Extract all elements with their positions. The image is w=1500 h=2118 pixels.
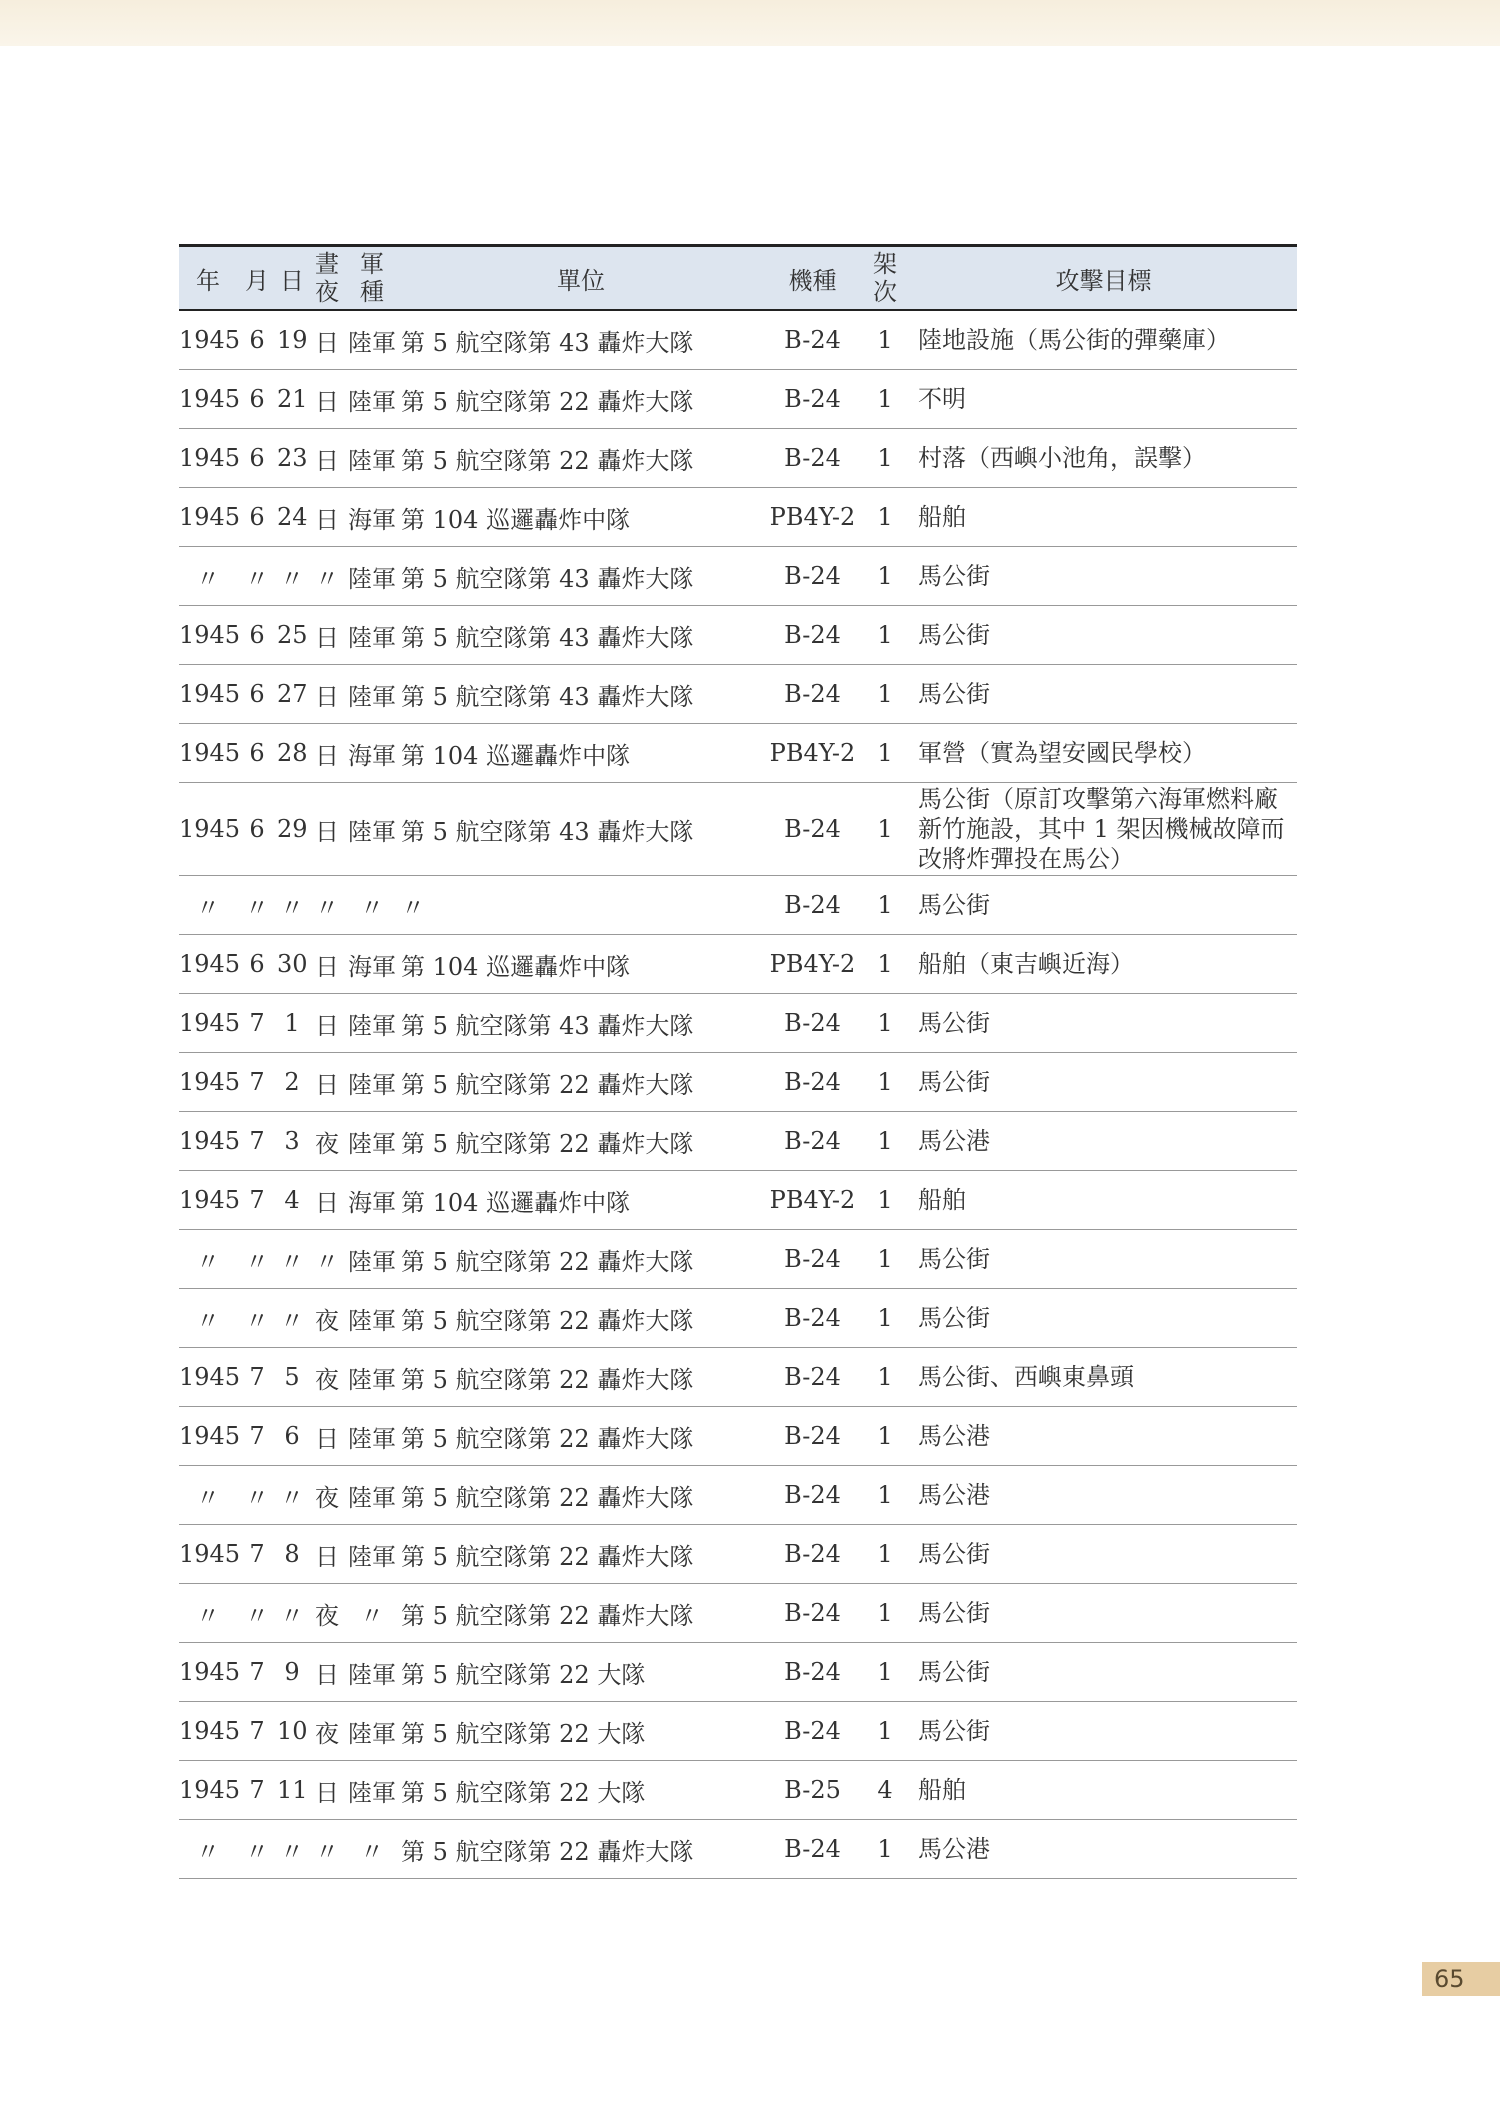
cell-model: PB4Y-2 [765,488,860,547]
cell-unit: 第 5 航空隊第 22 轟炸大隊 [397,1820,765,1879]
cell-target: 馬公港 [910,1820,1297,1879]
cell-arm: 陸軍 [347,783,397,876]
cell-day-night: 日 [307,370,347,429]
header-target: 攻擊目標 [910,246,1297,311]
cell-model: PB4Y-2 [765,935,860,994]
cell-unit: 第 5 航空隊第 43 轟炸大隊 [397,783,765,876]
cell-year: 1945 [179,935,237,994]
cell-day-night: 日 [307,429,347,488]
table-row [179,1112,1297,1171]
cell-day: 11 [277,1761,307,1820]
cell-count: 4 [860,1761,910,1820]
cell-year: 1945 [179,1112,237,1171]
cell-day: 〃 [277,876,307,935]
cell-model: B-24 [765,547,860,606]
header-month: 月 [237,246,277,311]
cell-count: 1 [860,1407,910,1466]
cell-target: 船舶 [910,1761,1297,1820]
cell-count: 1 [860,876,910,935]
cell-count: 1 [860,1525,910,1584]
cell-day-night: 日 [307,724,347,783]
cell-day-night: 日 [307,1407,347,1466]
table-row [179,1230,1297,1289]
cell-arm: 陸軍 [347,1702,397,1761]
cell-year: 1945 [179,1643,237,1702]
cell-unit: 第 104 巡邏轟炸中隊 [397,1171,765,1230]
table-body [179,310,1297,1879]
cell-month: 6 [237,310,277,370]
cell-target: 馬公港 [910,1112,1297,1171]
cell-day-night: 日 [307,1525,347,1584]
cell-day: 〃 [277,547,307,606]
table-row [179,783,1297,876]
cell-model: B-24 [765,1230,860,1289]
cell-month: 6 [237,783,277,876]
cell-year: 〃 [179,1289,237,1348]
cell-target: 馬公街 [910,876,1297,935]
cell-model: B-24 [765,1112,860,1171]
cell-target: 船舶 [910,488,1297,547]
cell-arm: 陸軍 [347,1761,397,1820]
cell-target: 馬公街 [910,1643,1297,1702]
cell-day-night: 夜 [307,1466,347,1525]
table-row [179,1761,1297,1820]
table-row [179,876,1297,935]
cell-month: 〃 [237,547,277,606]
cell-model: B-24 [765,370,860,429]
cell-month: 7 [237,1407,277,1466]
cell-month: 7 [237,1112,277,1171]
cell-day: 27 [277,665,307,724]
cell-year: 〃 [179,1230,237,1289]
cell-count: 1 [860,1643,910,1702]
cell-year: 1945 [179,1525,237,1584]
cell-model: B-24 [765,1584,860,1643]
cell-day: 〃 [277,1289,307,1348]
cell-unit: 第 104 巡邏轟炸中隊 [397,488,765,547]
cell-day: 21 [277,370,307,429]
cell-count: 1 [860,488,910,547]
cell-target: 馬公街 [910,547,1297,606]
cell-day: 4 [277,1171,307,1230]
cell-year: 〃 [179,1820,237,1879]
cell-day: 8 [277,1525,307,1584]
cell-count: 1 [860,1702,910,1761]
cell-unit: 第 5 航空隊第 22 大隊 [397,1643,765,1702]
table-row [179,429,1297,488]
table-row [179,488,1297,547]
cell-arm: 陸軍 [347,310,397,370]
cell-month: 〃 [237,1584,277,1643]
cell-model: B-24 [765,994,860,1053]
table-row [179,370,1297,429]
cell-day-night: 夜 [307,1584,347,1643]
cell-month: 7 [237,994,277,1053]
cell-target: 馬公街 [910,1584,1297,1643]
cell-count: 1 [860,1171,910,1230]
cell-unit: 第 5 航空隊第 43 轟炸大隊 [397,606,765,665]
table-row [179,1466,1297,1525]
cell-day-night: 〃 [307,547,347,606]
cell-day: 28 [277,724,307,783]
cell-month: 7 [237,1053,277,1112]
cell-target: 船舶（東吉嶼近海） [910,935,1297,994]
cell-model: B-24 [765,606,860,665]
cell-day: 〃 [277,1584,307,1643]
cell-day: 10 [277,1702,307,1761]
cell-count: 1 [860,783,910,876]
cell-model: B-24 [765,665,860,724]
cell-arm: 陸軍 [347,1289,397,1348]
page-number: 65 [1422,1962,1500,1996]
table-row [179,1171,1297,1230]
cell-day: 2 [277,1053,307,1112]
cell-arm: 陸軍 [347,1053,397,1112]
cell-year: 1945 [179,724,237,783]
cell-count: 1 [860,1348,910,1407]
cell-target: 軍營（實為望安國民學校） [910,724,1297,783]
cell-day-night: 〃 [307,1230,347,1289]
cell-year: 〃 [179,547,237,606]
cell-day-night: 夜 [307,1348,347,1407]
header-arm-bottom: 種 [360,278,384,306]
cell-month: 6 [237,429,277,488]
cell-model: B-24 [765,1702,860,1761]
cell-month: 〃 [237,1230,277,1289]
header-day-night-bottom: 夜 [315,278,339,306]
cell-day: 〃 [277,1820,307,1879]
cell-unit: 第 5 航空隊第 43 轟炸大隊 [397,310,765,370]
header-year: 年 [179,246,237,311]
cell-model: B-24 [765,310,860,370]
cell-day: 24 [277,488,307,547]
table-row [179,1289,1297,1348]
header-count-top: 架 [873,250,897,278]
cell-year: 1945 [179,370,237,429]
cell-arm: 陸軍 [347,1112,397,1171]
cell-arm: 陸軍 [347,1407,397,1466]
header-arm-top: 軍 [360,250,384,278]
cell-day-night: 日 [307,1643,347,1702]
cell-day: 〃 [277,1230,307,1289]
cell-target: 馬公街 [910,1289,1297,1348]
cell-day-night: 日 [307,665,347,724]
cell-year: 〃 [179,1584,237,1643]
cell-count: 1 [860,1112,910,1171]
cell-target: 馬公街 [910,994,1297,1053]
air-raid-table-container [179,244,1297,1879]
cell-day-night: 日 [307,606,347,665]
cell-month: 7 [237,1525,277,1584]
cell-count: 1 [860,1466,910,1525]
cell-day-night: 夜 [307,1112,347,1171]
cell-arm: 陸軍 [347,994,397,1053]
cell-year: 1945 [179,1761,237,1820]
cell-arm: 海軍 [347,935,397,994]
cell-month: 7 [237,1643,277,1702]
header-unit: 單位 [397,246,765,311]
header-day-night [307,246,347,311]
cell-day: 29 [277,783,307,876]
cell-unit: 第 5 航空隊第 22 轟炸大隊 [397,429,765,488]
cell-month: 6 [237,488,277,547]
cell-unit: 第 5 航空隊第 22 轟炸大隊 [397,370,765,429]
cell-unit: 第 5 航空隊第 22 轟炸大隊 [397,1407,765,1466]
cell-day-night: 〃 [307,876,347,935]
cell-unit: 第 5 航空隊第 22 轟炸大隊 [397,1466,765,1525]
cell-year: 1945 [179,1407,237,1466]
cell-day: 19 [277,310,307,370]
table-row [179,1584,1297,1643]
cell-model: B-24 [765,1053,860,1112]
cell-model: B-24 [765,1407,860,1466]
cell-count: 1 [860,1289,910,1348]
cell-unit: 第 5 航空隊第 22 轟炸大隊 [397,1112,765,1171]
cell-target: 馬公街 [910,1053,1297,1112]
top-decorative-band [0,0,1500,46]
cell-unit: 第 5 航空隊第 22 大隊 [397,1702,765,1761]
cell-target: 陸地設施（馬公街的彈藥庫） [910,310,1297,370]
cell-month: 6 [237,665,277,724]
cell-month: 7 [237,1702,277,1761]
cell-day: 23 [277,429,307,488]
cell-month: 7 [237,1348,277,1407]
cell-model: B-25 [765,1761,860,1820]
cell-day-night: 日 [307,488,347,547]
header-arm [347,246,397,311]
cell-target: 不明 [910,370,1297,429]
cell-model: B-24 [765,876,860,935]
cell-day: 5 [277,1348,307,1407]
cell-day-night: 日 [307,783,347,876]
cell-model: PB4Y-2 [765,724,860,783]
table-row [179,606,1297,665]
cell-month: 〃 [237,876,277,935]
cell-arm: 〃 [347,1584,397,1643]
cell-day: 6 [277,1407,307,1466]
cell-model: B-24 [765,1289,860,1348]
cell-day-night: 日 [307,1761,347,1820]
cell-arm: 海軍 [347,1171,397,1230]
cell-day: 〃 [277,1466,307,1525]
cell-unit: 第 104 巡邏轟炸中隊 [397,724,765,783]
cell-target: 馬公街 [910,1702,1297,1761]
table-row [179,1525,1297,1584]
cell-arm: 〃 [347,1820,397,1879]
cell-model: PB4Y-2 [765,1171,860,1230]
table-header-row [179,246,1297,311]
cell-day: 1 [277,994,307,1053]
cell-year: 1945 [179,310,237,370]
cell-count: 1 [860,994,910,1053]
cell-month: 〃 [237,1289,277,1348]
cell-unit: 第 5 航空隊第 22 轟炸大隊 [397,1230,765,1289]
cell-year: 1945 [179,1053,237,1112]
cell-arm: 陸軍 [347,606,397,665]
cell-target: 馬公街 [910,665,1297,724]
table-row [179,1053,1297,1112]
cell-year: 1945 [179,488,237,547]
cell-arm: 陸軍 [347,429,397,488]
cell-count: 1 [860,310,910,370]
cell-count: 1 [860,1053,910,1112]
table-row [179,935,1297,994]
cell-day-night: 日 [307,310,347,370]
cell-year: 〃 [179,876,237,935]
cell-unit: 第 5 航空隊第 43 轟炸大隊 [397,665,765,724]
cell-year: 1945 [179,994,237,1053]
header-day-night-top: 晝 [315,250,339,278]
cell-month: 7 [237,1761,277,1820]
cell-unit: 第 5 航空隊第 43 轟炸大隊 [397,994,765,1053]
cell-unit: 第 5 航空隊第 22 轟炸大隊 [397,1525,765,1584]
cell-model: B-24 [765,1643,860,1702]
cell-month: 〃 [237,1466,277,1525]
cell-count: 1 [860,1230,910,1289]
cell-target: 村落（西嶼小池角，誤擊） [910,429,1297,488]
cell-target: 船舶 [910,1171,1297,1230]
cell-arm: 陸軍 [347,1348,397,1407]
cell-unit: 第 104 巡邏轟炸中隊 [397,935,765,994]
header-count [860,246,910,311]
cell-model: B-24 [765,1466,860,1525]
cell-model: B-24 [765,1820,860,1879]
cell-arm: 海軍 [347,488,397,547]
cell-arm: 陸軍 [347,370,397,429]
cell-model: B-24 [765,1348,860,1407]
air-raid-table [179,244,1297,1879]
cell-day-night: 日 [307,935,347,994]
cell-month: 7 [237,1171,277,1230]
cell-day-night: 日 [307,994,347,1053]
cell-target: 馬公街（原訂攻擊第六海軍燃料廠新竹施設，其中 1 架因機械故障而改將炸彈投在馬公） [910,783,1297,876]
cell-target: 馬公港 [910,1407,1297,1466]
cell-count: 1 [860,547,910,606]
cell-model: B-24 [765,783,860,876]
table-row [179,1643,1297,1702]
table-row [179,310,1297,370]
cell-count: 1 [860,429,910,488]
cell-day-night: 〃 [307,1820,347,1879]
table-row [179,994,1297,1053]
cell-target: 馬公街 [910,1230,1297,1289]
header-day: 日 [277,246,307,311]
cell-target: 馬公街 [910,1525,1297,1584]
cell-month: 6 [237,370,277,429]
cell-model: B-24 [765,1525,860,1584]
cell-unit: 第 5 航空隊第 22 轟炸大隊 [397,1584,765,1643]
table-row [179,1820,1297,1879]
cell-day-night: 夜 [307,1289,347,1348]
cell-day: 3 [277,1112,307,1171]
cell-count: 1 [860,1820,910,1879]
cell-arm: 海軍 [347,724,397,783]
cell-day-night: 夜 [307,1702,347,1761]
table-row [179,724,1297,783]
cell-year: 1945 [179,665,237,724]
cell-month: 6 [237,606,277,665]
cell-unit: 第 5 航空隊第 22 轟炸大隊 [397,1053,765,1112]
cell-count: 1 [860,665,910,724]
table-row [179,547,1297,606]
cell-year: 1945 [179,1702,237,1761]
cell-count: 1 [860,724,910,783]
cell-day: 25 [277,606,307,665]
cell-count: 1 [860,606,910,665]
cell-month: 6 [237,935,277,994]
cell-count: 1 [860,370,910,429]
cell-day: 30 [277,935,307,994]
cell-month: 〃 [237,1820,277,1879]
cell-arm: 陸軍 [347,1525,397,1584]
cell-target: 馬公港 [910,1466,1297,1525]
cell-year: 1945 [179,1348,237,1407]
cell-arm: 陸軍 [347,1230,397,1289]
cell-day: 9 [277,1643,307,1702]
table-row [179,1702,1297,1761]
cell-unit: 〃 [397,876,765,935]
cell-unit: 第 5 航空隊第 43 轟炸大隊 [397,547,765,606]
header-model: 機種 [765,246,860,311]
cell-year: 1945 [179,606,237,665]
cell-day-night: 日 [307,1053,347,1112]
cell-arm: 陸軍 [347,1643,397,1702]
table-row [179,1348,1297,1407]
cell-arm: 陸軍 [347,1466,397,1525]
table-row [179,1407,1297,1466]
cell-count: 1 [860,935,910,994]
cell-arm: 〃 [347,876,397,935]
cell-target: 馬公街 [910,606,1297,665]
cell-month: 6 [237,724,277,783]
cell-unit: 第 5 航空隊第 22 轟炸大隊 [397,1348,765,1407]
cell-target: 馬公街、西嶼東鼻頭 [910,1348,1297,1407]
cell-day-night: 日 [307,1171,347,1230]
cell-year: 1945 [179,429,237,488]
table-row [179,665,1297,724]
header-count-bottom: 次 [873,278,897,306]
cell-year: 1945 [179,1171,237,1230]
cell-arm: 陸軍 [347,665,397,724]
cell-unit: 第 5 航空隊第 22 大隊 [397,1761,765,1820]
cell-unit: 第 5 航空隊第 22 轟炸大隊 [397,1289,765,1348]
cell-count: 1 [860,1584,910,1643]
cell-model: B-24 [765,429,860,488]
cell-year: 1945 [179,783,237,876]
cell-arm: 陸軍 [347,547,397,606]
cell-year: 〃 [179,1466,237,1525]
